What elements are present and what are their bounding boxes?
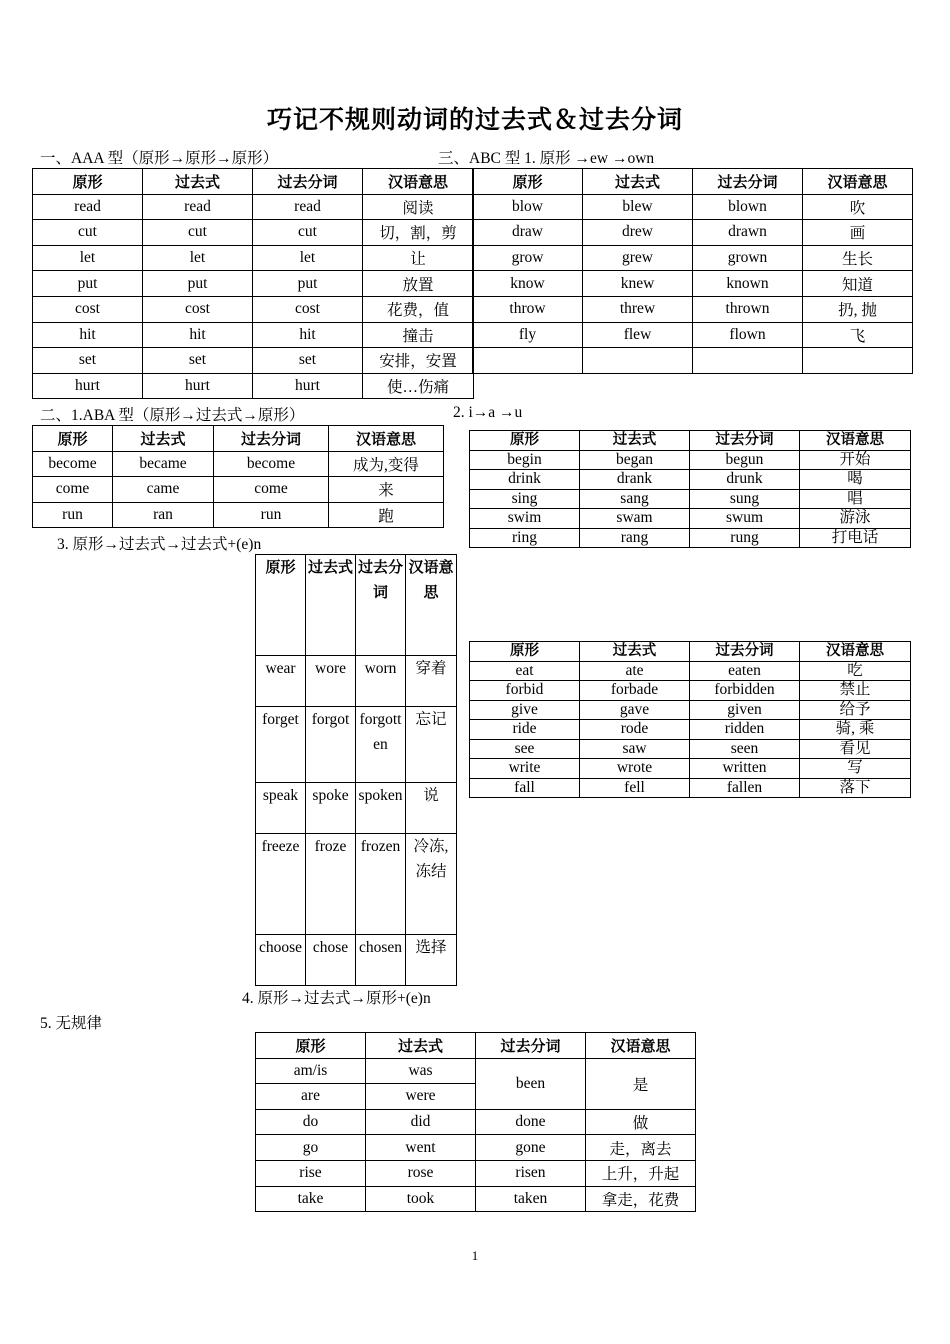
- cell-participle: gone: [476, 1135, 586, 1161]
- table-row: [470, 470, 911, 490]
- cell-base: take: [256, 1186, 366, 1212]
- table-abb: [255, 554, 457, 986]
- section-abc2-caption: 2. i→a →u: [453, 404, 523, 421]
- cell-participle: [693, 348, 803, 374]
- cell-participle: set: [253, 348, 363, 374]
- table-row: [256, 707, 457, 783]
- cell-base: give: [470, 700, 580, 720]
- table-row: [473, 296, 913, 322]
- cell-past: froze: [306, 834, 356, 935]
- cell-past: began: [580, 450, 690, 470]
- cell-base: let: [33, 245, 143, 271]
- cell-base: see: [470, 739, 580, 759]
- cell-past: wore: [306, 656, 356, 707]
- table-row: [33, 451, 444, 477]
- cell-base: hit: [33, 322, 143, 348]
- cell-participle: sung: [690, 489, 800, 509]
- cell-participle: taken: [476, 1186, 586, 1212]
- table-row: [256, 935, 457, 986]
- cell-past: knew: [583, 271, 693, 297]
- header-past: 过去式: [366, 1033, 476, 1059]
- cell-base: freeze: [256, 834, 306, 935]
- header-base: 原形: [33, 426, 113, 452]
- cell-participle: begun: [690, 450, 800, 470]
- table-row: [470, 681, 911, 701]
- table-row: [470, 528, 911, 548]
- table-row: [473, 220, 913, 246]
- table-row: [33, 220, 474, 246]
- header-meaning: 汉语意思: [586, 1033, 696, 1059]
- cell-participle: blown: [693, 194, 803, 220]
- cell-past: rang: [580, 528, 690, 548]
- table-row: [473, 348, 913, 374]
- table-row: [256, 1135, 696, 1161]
- cell-participle: run: [214, 502, 329, 528]
- cell-meaning: 写: [800, 759, 911, 779]
- cell-base: are: [256, 1084, 366, 1110]
- table-row: [256, 834, 457, 935]
- cell-past: drew: [583, 220, 693, 246]
- table-row: [470, 720, 911, 740]
- table-row: [33, 194, 474, 220]
- cell-base: blow: [473, 194, 583, 220]
- cell-participle: ridden: [690, 720, 800, 740]
- cell-participle: fallen: [690, 778, 800, 798]
- cell-participle: drawn: [693, 220, 803, 246]
- header-past: 过去式: [143, 169, 253, 195]
- cell-participle: read: [253, 194, 363, 220]
- cell-participle: become: [214, 451, 329, 477]
- cell-past: spoke: [306, 783, 356, 834]
- cell-participle: rung: [690, 528, 800, 548]
- table-row: [33, 348, 474, 374]
- cell-meaning: 使…伤痛: [363, 373, 474, 399]
- header-past: 过去式: [580, 431, 690, 451]
- cell-meaning: 上升，升起: [586, 1160, 696, 1186]
- cell-past: set: [143, 348, 253, 374]
- header-past: 过去式: [583, 169, 693, 195]
- cell-base: set: [33, 348, 143, 374]
- table-row: [256, 1186, 696, 1212]
- cell-base: ring: [470, 528, 580, 548]
- cell-meaning: 走，离去: [586, 1135, 696, 1161]
- cell-past: sang: [580, 489, 690, 509]
- cell-participle: flown: [693, 322, 803, 348]
- table-row: [470, 700, 911, 720]
- cell-past: cut: [143, 220, 253, 246]
- cell-meaning: 给予: [800, 700, 911, 720]
- cell-meaning: 游泳: [800, 509, 911, 529]
- header-base: 原形: [256, 555, 306, 656]
- table-body: [470, 661, 911, 798]
- header-participle: 过去分词: [214, 426, 329, 452]
- table-row: [470, 759, 911, 779]
- cell-base: throw: [473, 296, 583, 322]
- cell-base: wear: [256, 656, 306, 707]
- cell-participle: forbidden: [690, 681, 800, 701]
- cell-participle: given: [690, 700, 800, 720]
- header-participle: 过去分词: [356, 555, 406, 656]
- cell-participle: come: [214, 477, 329, 503]
- table-body: [256, 656, 457, 986]
- cell-base: drink: [470, 470, 580, 490]
- cell-past: were: [366, 1084, 476, 1110]
- header-participle: 过去分词: [690, 431, 800, 451]
- cell-meaning: 知道: [803, 271, 913, 297]
- cell-meaning: 吹: [803, 194, 913, 220]
- table-row: [256, 1058, 696, 1084]
- cell-meaning: 阅读: [363, 194, 474, 220]
- table-row: [470, 778, 911, 798]
- header-participle: 过去分词: [476, 1033, 586, 1059]
- cell-participle: grown: [693, 245, 803, 271]
- cell-meaning: 唱: [800, 489, 911, 509]
- cell-participle: swum: [690, 509, 800, 529]
- cell-past: let: [143, 245, 253, 271]
- header-base: 原形: [473, 169, 583, 195]
- cell-past: saw: [580, 739, 690, 759]
- cell-meaning: 让: [363, 245, 474, 271]
- header-base: 原形: [470, 431, 580, 451]
- table-body: [473, 194, 913, 373]
- cell-past: drank: [580, 470, 690, 490]
- table-row: [256, 656, 457, 707]
- cell-base: do: [256, 1109, 366, 1135]
- table-row: [473, 322, 913, 348]
- cell-participle: been: [476, 1058, 586, 1109]
- header-past: 过去式: [306, 555, 356, 656]
- cell-past: hit: [143, 322, 253, 348]
- cell-base: begin: [470, 450, 580, 470]
- cell-meaning: 选择: [406, 935, 457, 986]
- cell-past: chose: [306, 935, 356, 986]
- cell-past: grew: [583, 245, 693, 271]
- cell-meaning: 来: [329, 477, 444, 503]
- cell-past: ate: [580, 661, 690, 681]
- cell-meaning: 打电话: [800, 528, 911, 548]
- table-abc1: [472, 168, 913, 374]
- table-row: [470, 739, 911, 759]
- cell-past: came: [113, 477, 214, 503]
- cell-participle: drunk: [690, 470, 800, 490]
- cell-base: choose: [256, 935, 306, 986]
- cell-participle: worn: [356, 656, 406, 707]
- cell-base: go: [256, 1135, 366, 1161]
- cell-past: went: [366, 1135, 476, 1161]
- header-past: 过去式: [580, 642, 690, 662]
- header-participle: 过去分词: [253, 169, 363, 195]
- table-row: [33, 296, 474, 322]
- cell-past: did: [366, 1109, 476, 1135]
- table-row: [470, 509, 911, 529]
- cell-past: was: [366, 1058, 476, 1084]
- header-participle: 过去分词: [690, 642, 800, 662]
- header-meaning: 汉语意思: [329, 426, 444, 452]
- cell-meaning: 生长: [803, 245, 913, 271]
- header-meaning: 汉语意思: [800, 431, 911, 451]
- cell-base: sing: [470, 489, 580, 509]
- cell-base: draw: [473, 220, 583, 246]
- table-row: [473, 271, 913, 297]
- cell-participle: forgotten: [356, 707, 406, 783]
- cell-meaning: 撞击: [363, 322, 474, 348]
- table-row: [33, 477, 444, 503]
- table-abc2: [469, 430, 911, 548]
- cell-participle: spoken: [356, 783, 406, 834]
- cell-participle: put: [253, 271, 363, 297]
- cell-participle: hit: [253, 322, 363, 348]
- cell-base: rise: [256, 1160, 366, 1186]
- cell-base: write: [470, 759, 580, 779]
- cell-meaning: 吃: [800, 661, 911, 681]
- table-row: [33, 373, 474, 399]
- header-meaning: 汉语意思: [803, 169, 913, 195]
- table-body: [256, 1058, 696, 1109]
- cell-meaning: 安排，安置: [363, 348, 474, 374]
- table-row: [470, 450, 911, 470]
- cell-meaning: 骑, 乘: [800, 720, 911, 740]
- table-row: [470, 661, 911, 681]
- cell-past: swam: [580, 509, 690, 529]
- cell-base: read: [33, 194, 143, 220]
- cell-participle: cut: [253, 220, 363, 246]
- cell-base: hurt: [33, 373, 143, 399]
- section-irregular-caption: 5. 无规律: [40, 1015, 103, 1032]
- table-row: [470, 489, 911, 509]
- table-body: [256, 1109, 696, 1211]
- cell-base: speak: [256, 783, 306, 834]
- cell-participle: thrown: [693, 296, 803, 322]
- cell-participle: hurt: [253, 373, 363, 399]
- header-meaning: 汉语意思: [800, 642, 911, 662]
- cell-base: come: [33, 477, 113, 503]
- table-row: [33, 322, 474, 348]
- page-number: 1: [471, 1248, 479, 1263]
- header-participle: 过去分词: [693, 169, 803, 195]
- section-abc1-caption: 三、ABC 型 1. 原形 →ew →own: [438, 150, 655, 167]
- cell-past: hurt: [143, 373, 253, 399]
- cell-past: forbade: [580, 681, 690, 701]
- cell-base: cost: [33, 296, 143, 322]
- cell-participle: known: [693, 271, 803, 297]
- cell-meaning: 是: [586, 1058, 696, 1109]
- cell-meaning: 喝: [800, 470, 911, 490]
- cell-participle: risen: [476, 1160, 586, 1186]
- cell-base: grow: [473, 245, 583, 271]
- cell-meaning: 跑: [329, 502, 444, 528]
- cell-participle: written: [690, 759, 800, 779]
- header-base: 原形: [33, 169, 143, 195]
- cell-past: fell: [580, 778, 690, 798]
- table-body: [470, 450, 911, 548]
- table-abc4: [469, 641, 911, 798]
- cell-participle: eaten: [690, 661, 800, 681]
- cell-base: know: [473, 271, 583, 297]
- cell-meaning: 忘记: [406, 707, 457, 783]
- cell-meaning: 说: [406, 783, 457, 834]
- section-aaa-caption: 一、AAA 型（原形→原形→原形）: [40, 150, 279, 167]
- cell-past: blew: [583, 194, 693, 220]
- cell-meaning: 做: [586, 1109, 696, 1135]
- header-base: 原形: [256, 1033, 366, 1059]
- cell-meaning: 成为,变得: [329, 451, 444, 477]
- cell-base: forget: [256, 707, 306, 783]
- cell-base: ride: [470, 720, 580, 740]
- table-row: [473, 194, 913, 220]
- cell-meaning: 画: [803, 220, 913, 246]
- cell-participle: seen: [690, 739, 800, 759]
- cell-past: became: [113, 451, 214, 477]
- cell-meaning: 飞: [803, 322, 913, 348]
- cell-meaning: 穿着: [406, 656, 457, 707]
- cell-meaning: 放置: [363, 271, 474, 297]
- section-abc4-caption: 4. 原形→过去式→原形+(e)n: [242, 990, 431, 1007]
- cell-base: [473, 348, 583, 374]
- cell-base: fly: [473, 322, 583, 348]
- cell-past: gave: [580, 700, 690, 720]
- table-irregular: [255, 1032, 696, 1212]
- table-row: [33, 245, 474, 271]
- cell-past: took: [366, 1186, 476, 1212]
- cell-meaning: 切，割，剪: [363, 220, 474, 246]
- cell-past: flew: [583, 322, 693, 348]
- section-abb-caption: 3. 原形→过去式→过去式+(e)n: [57, 536, 262, 553]
- cell-base: swim: [470, 509, 580, 529]
- cell-base: run: [33, 502, 113, 528]
- cell-participle: frozen: [356, 834, 406, 935]
- cell-past: read: [143, 194, 253, 220]
- table-row: [256, 1160, 696, 1186]
- cell-past: wrote: [580, 759, 690, 779]
- cell-base: fall: [470, 778, 580, 798]
- table-row: [256, 1109, 696, 1135]
- cell-past: [583, 348, 693, 374]
- table-body: [33, 194, 474, 399]
- cell-meaning: 扔, 抛: [803, 296, 913, 322]
- cell-participle: chosen: [356, 935, 406, 986]
- cell-meaning: 落下: [800, 778, 911, 798]
- cell-past: cost: [143, 296, 253, 322]
- cell-meaning: 开始: [800, 450, 911, 470]
- cell-meaning: [803, 348, 913, 374]
- cell-meaning: 冷冻,冻结: [406, 834, 457, 935]
- cell-participle: done: [476, 1109, 586, 1135]
- table-body: [33, 451, 444, 528]
- cell-base: forbid: [470, 681, 580, 701]
- table-row: [33, 502, 444, 528]
- cell-meaning: 拿走，花费: [586, 1186, 696, 1212]
- page-title: 巧记不规则动词的过去式＆过去分词: [266, 105, 683, 134]
- cell-meaning: 看见: [800, 739, 911, 759]
- table-row: [256, 783, 457, 834]
- table-aba: [32, 425, 444, 528]
- cell-base: cut: [33, 220, 143, 246]
- cell-meaning: 花费，值: [363, 296, 474, 322]
- cell-participle: let: [253, 245, 363, 271]
- cell-past: ran: [113, 502, 214, 528]
- header-past: 过去式: [113, 426, 214, 452]
- cell-past: forgot: [306, 707, 356, 783]
- cell-past: threw: [583, 296, 693, 322]
- header-base: 原形: [470, 642, 580, 662]
- cell-base: put: [33, 271, 143, 297]
- cell-past: rode: [580, 720, 690, 740]
- section-aba-caption: 二、1.ABA 型（原形→过去式→原形）: [40, 407, 305, 424]
- cell-participle: cost: [253, 296, 363, 322]
- cell-past: rose: [366, 1160, 476, 1186]
- cell-base: eat: [470, 661, 580, 681]
- header-meaning: 汉语意思: [363, 169, 474, 195]
- cell-past: put: [143, 271, 253, 297]
- table-row: [33, 271, 474, 297]
- cell-meaning: 禁止: [800, 681, 911, 701]
- cell-base: am/is: [256, 1058, 366, 1084]
- table-aaa: [32, 168, 474, 399]
- cell-base: become: [33, 451, 113, 477]
- table-row: [473, 245, 913, 271]
- header-meaning: 汉语意思: [406, 555, 457, 656]
